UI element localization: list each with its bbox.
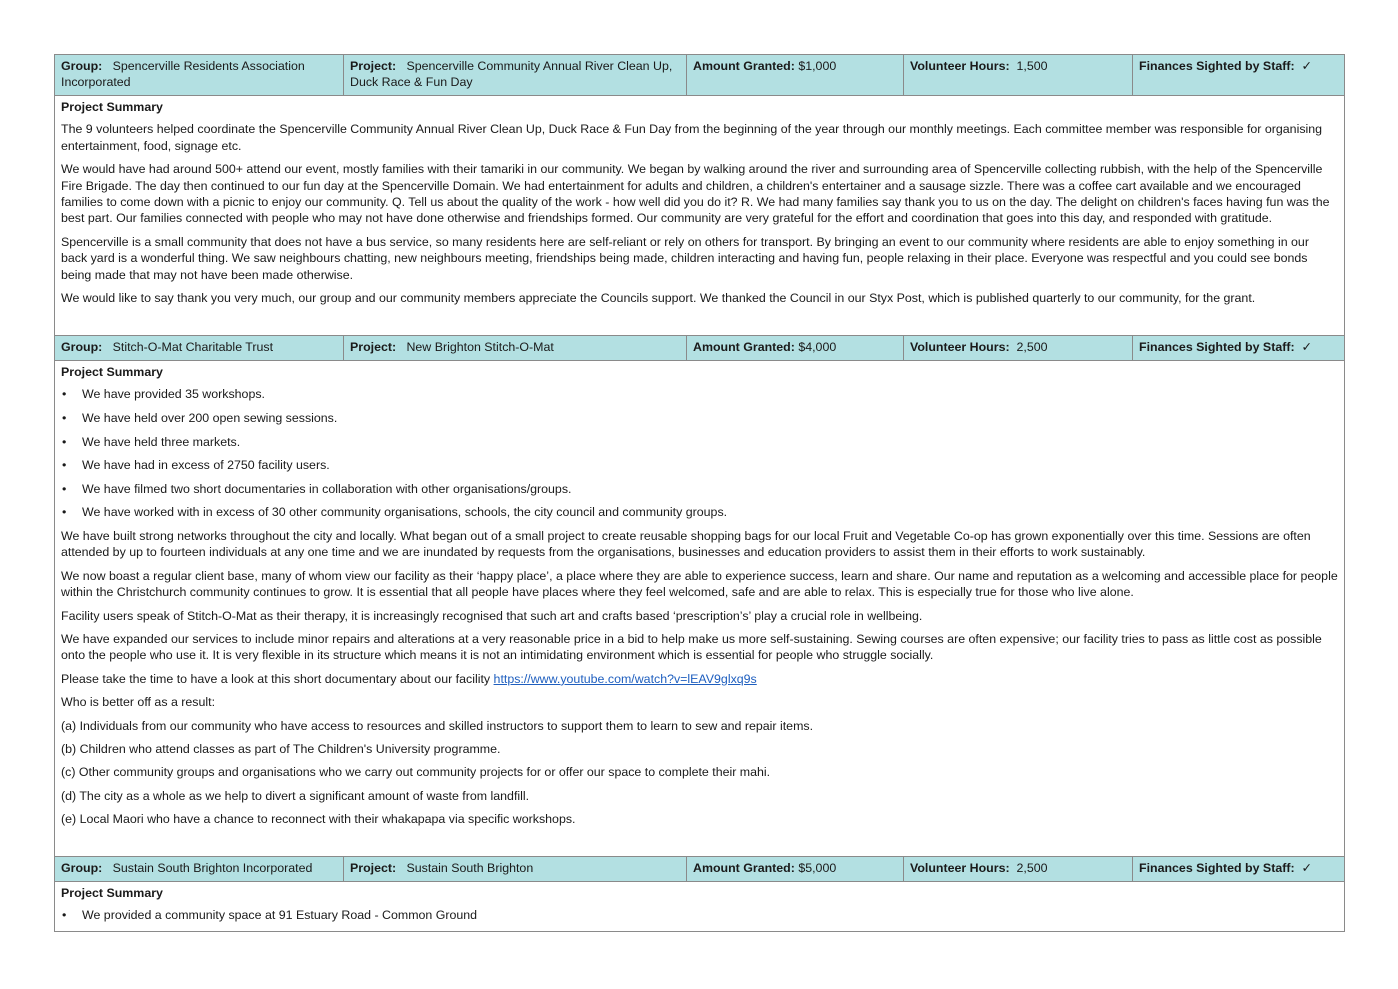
amount-cell <box>687 857 904 881</box>
group-label: Group: <box>61 59 103 73</box>
amount-cell <box>687 55 904 95</box>
summary-paragraph: We now boast a regular client base, many of whom view our facility as their ‘happy place’, a place where they are able to experience success, learn and share. Our name and reputation as a welcoming and accessible place for people within the Christchurch community continues to grow. It is essential that all people have places where they feel welcomed, safe and are able to relax. This is especially true for those who live alone. <box>61 568 1338 600</box>
result-line: (d) The city as a whole as we help to divert a significant amount of waste from landfill. <box>61 788 530 803</box>
entry-body <box>55 96 1344 319</box>
project-cell <box>344 857 687 881</box>
link-intro: Please take the time to have a look at this short documentary about our facility <box>61 671 491 686</box>
summary-paragraph: Spencerville is a small community that does not have a bus service, so many residents here are self-reliant or rely on others for transport. By bringing an event to our community where residents are able to enjoy something in our back yard is a wonderful thing. We saw neighbours chatting, new neighbours meeting, friendships being made, children interacting and having fun, people relaxing in their place. Everyone was respectful and you could see bonds being made that may not have been made otherwise. <box>61 234 1309 282</box>
grant-entry <box>54 856 1345 932</box>
hours-label: Volunteer Hours: <box>910 340 1010 354</box>
project-summary-heading: Project Summary <box>61 100 163 114</box>
checkmark-icon: ✓ <box>1301 59 1312 73</box>
amount-label: Amount Granted: <box>693 861 795 875</box>
hours-value: 2,500 <box>1016 340 1048 354</box>
project-cell <box>344 55 687 95</box>
finances-label: Finances Sighted by Staff: <box>1139 59 1295 73</box>
documentary-paragraph <box>61 671 1338 687</box>
hours-label: Volunteer Hours: <box>910 59 1010 73</box>
checkmark-icon: ✓ <box>1301 861 1312 875</box>
result-line: (c) Other community groups and organisations who we carry out community projects for or offer our space to complete their mahi. <box>61 765 771 780</box>
amount-value: $5,000 <box>798 861 837 875</box>
project-cell <box>344 336 687 360</box>
result-line: (b) Children who attend classes as part of The Children's University programme. <box>61 742 501 757</box>
group-label: Group: <box>61 340 103 354</box>
amount-label: Amount Granted: <box>693 59 795 73</box>
grant-entry <box>54 54 1345 336</box>
finances-label: Finances Sighted by Staff: <box>1139 340 1295 354</box>
entry-body <box>55 882 1344 937</box>
hours-value: 1,500 <box>1016 59 1048 73</box>
group-cell <box>55 336 344 360</box>
group-label: Group: <box>61 861 103 875</box>
project-value: Spencerville Community Annual River Clean Up, Duck Race & Fun Day <box>350 59 673 89</box>
amount-value: $4,000 <box>798 340 837 354</box>
result-line: Who is better off as a result: <box>61 695 216 710</box>
grant-entry <box>54 335 1345 857</box>
list-item: • We have filmed two short documentaries in collaboration with other organisations/groups. <box>61 481 1338 497</box>
list-item: • We have provided 35 workshops. <box>61 386 1338 402</box>
finances-label: Finances Sighted by Staff: <box>1139 861 1295 875</box>
hours-label: Volunteer Hours: <box>910 861 1010 875</box>
group-cell <box>55 857 344 881</box>
list-item: • We have had in excess of 2750 facility users. <box>61 457 1338 473</box>
project-label: Project: <box>350 861 397 875</box>
group-value: Spencerville Residents Association Incorporated <box>61 59 305 89</box>
entry-body <box>55 361 1344 841</box>
summary-paragraph: We would like to say thank you very much, our group and our community members appreciate the Councils support. We thanked the Council in our Styx Post, which is published quarterly to our community, for the grant. <box>61 291 1256 306</box>
hours-value: 2,500 <box>1016 861 1048 875</box>
entry-header <box>55 857 1344 882</box>
list-item: • We have held over 200 open sewing sessions. <box>61 410 1338 426</box>
project-label: Project: <box>350 340 397 354</box>
result-line: (e) Local Maori who have a chance to reconnect with their whakapapa via specific workshops. <box>61 812 576 827</box>
summary-paragraph: The 9 volunteers helped coordinate the Spencerville Community Annual River Clean Up, Duck Race & Fun Day from the beginning of the year through our monthly meetings. Each committee member was responsible for organising entertainment, food, signage etc. <box>61 122 1323 153</box>
list-item: • We have held three markets. <box>61 434 1338 450</box>
list-item: • We provided a community space at 91 Estuary Road - Common Ground <box>61 907 1338 923</box>
group-cell <box>55 55 344 95</box>
checkmark-icon: ✓ <box>1301 340 1312 354</box>
documentary-link[interactable]: https://www.youtube.com/watch?v=lEAV9glxq9s <box>493 671 757 686</box>
finances-cell <box>1133 336 1344 360</box>
project-summary-heading: Project Summary <box>61 365 163 379</box>
group-value: Stitch-O-Mat Charitable Trust <box>112 340 274 354</box>
project-value: New Brighton Stitch-O-Mat <box>406 340 554 354</box>
hours-cell <box>904 336 1133 360</box>
summary-paragraph: We would have had around 500+ attend our event, mostly families with their tamariki in our community. We began by walking around the river and surrounding area of Spencerville collecting rubbish, with the help of the Spencerville Fire Brigade. The day then continued to our fun day at the Spencerville Domain. We had entertainment for adults and children, a children's entertainer and a sausage sizzle. There was a coffee cart available and we encouraged families to come down with a picnic to enjoy our community. Q. Tell us about the quality of the work - how well did you do it? R. We had many families say thank you to us on the day. The delight on children's faces having fun was the best part. Our families connected with people who may not have done otherwise and friendships formed. Our community are very grateful for the effort and coordination that goes into this day, and responded with gratitude. <box>61 162 1330 226</box>
list-item: • We have worked with in excess of 30 other community organisations, schools, the city council and community groups. <box>61 504 1338 520</box>
result-line: (a) Individuals from our community who have access to resources and skilled instructors to support them to learn to sew and repair items. <box>61 718 814 733</box>
project-value: Sustain South Brighton <box>406 861 534 875</box>
hours-cell <box>904 857 1133 881</box>
summary-paragraph: Facility users speak of Stitch-O-Mat as their therapy, it is increasingly recognised that such art and crafts based ‘prescription’s’ play a crucial role in wellbeing. <box>61 608 923 623</box>
achievement-list <box>61 907 1338 923</box>
amount-label: Amount Granted: <box>693 340 795 354</box>
finances-cell <box>1133 857 1344 881</box>
finances-cell <box>1133 55 1344 95</box>
project-label: Project: <box>350 59 397 73</box>
entry-header <box>55 336 1344 361</box>
amount-cell <box>687 336 904 360</box>
summary-paragraph: We have built strong networks throughout the city and locally. What began out of a small project to create reusable shopping bags for our local Fruit and Vegetable Co-op has grown exponentially over this time. Sessions are often attended by up to fourteen individuals at any one time and we are inundated by requests from the organisations, businesses and education providers to assist them in their efforts to work sustainably. <box>61 528 1311 560</box>
summary-paragraph: We have expanded our services to include minor repairs and alterations at a very reasonable price in a bid to help make us more self-sustaining. Sewing courses are often expensive; our facility tries to pass as little cost as possible onto the people who use it. It is very flexible in its structure which means it is not an intimidating environment which is essential for people who struggle socially. <box>61 632 1322 663</box>
hours-cell <box>904 55 1133 95</box>
group-value: Sustain South Brighton Incorporated <box>112 861 313 875</box>
amount-value: $1,000 <box>798 59 837 73</box>
achievement-list <box>61 386 1338 520</box>
entry-header <box>55 55 1344 96</box>
project-summary-heading: Project Summary <box>61 886 163 900</box>
